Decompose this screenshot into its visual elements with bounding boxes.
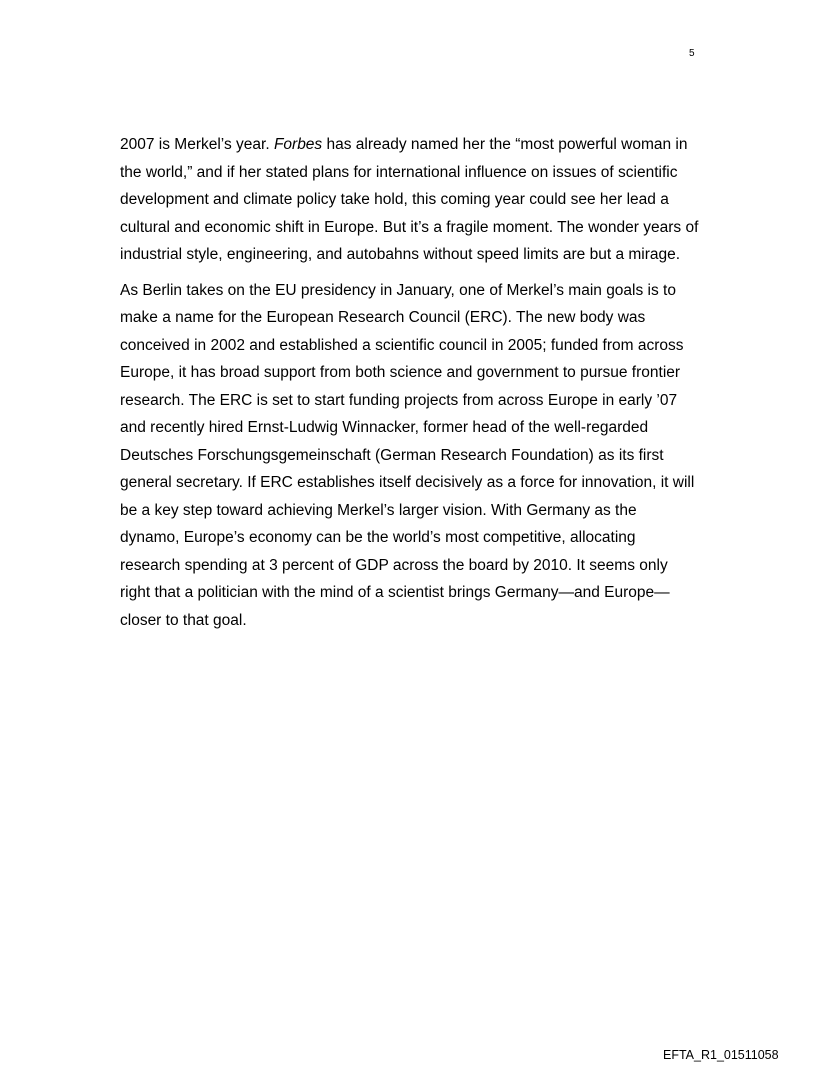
article-body: [120, 131, 700, 642]
paragraph-1: [120, 131, 700, 269]
paragraph-1-lead: 2007 is Merkel’s year.: [120, 136, 274, 153]
document-id: EFTA_R1_01511058: [663, 1048, 779, 1062]
page-number: 5: [689, 48, 695, 59]
publication-name: Forbes: [273, 136, 323, 153]
paragraph-2: As Berlin takes on the EU presidency in January, one of Merkel’s main goals is to make a name for the European Research Council (ERC). The new body was conceived in 2002 and established a scientific council in 2005; funded from across Europe, it has broad support from both science and government to pursue frontier research. The ERC is set to start funding projects from across Europe in early ’07 and recently hired Ernst-Ludwig Winnacker, former head of the well-regarded Deutsches Forschungsgemeinschaft (German Research Foundation) as its first general secretary. If ERC establishes itself decisively as a force for innovation, it will be a key step toward achieving Merkel’s larger vision. With Germany as the dynamo, Europe’s economy can be the world’s most competitive, allocating research spending at 3 percent of GDP across the board by 2010. It seems only right that a politician with the mind of a scientist brings Germany—and Europe—closer to that goal.: [120, 281, 695, 629]
paragraph-1-rest: has already named her the “most powerful woman in the world,” and if her stated plans for international influence on issues of scientific development and climate policy take hold, this coming year could see her lead a cultural and economic shift in Europe. But it’s a fragile moment. The wonder years of industrial style, engineering, and autobahns without speed limits are but a mirage.: [120, 136, 699, 263]
